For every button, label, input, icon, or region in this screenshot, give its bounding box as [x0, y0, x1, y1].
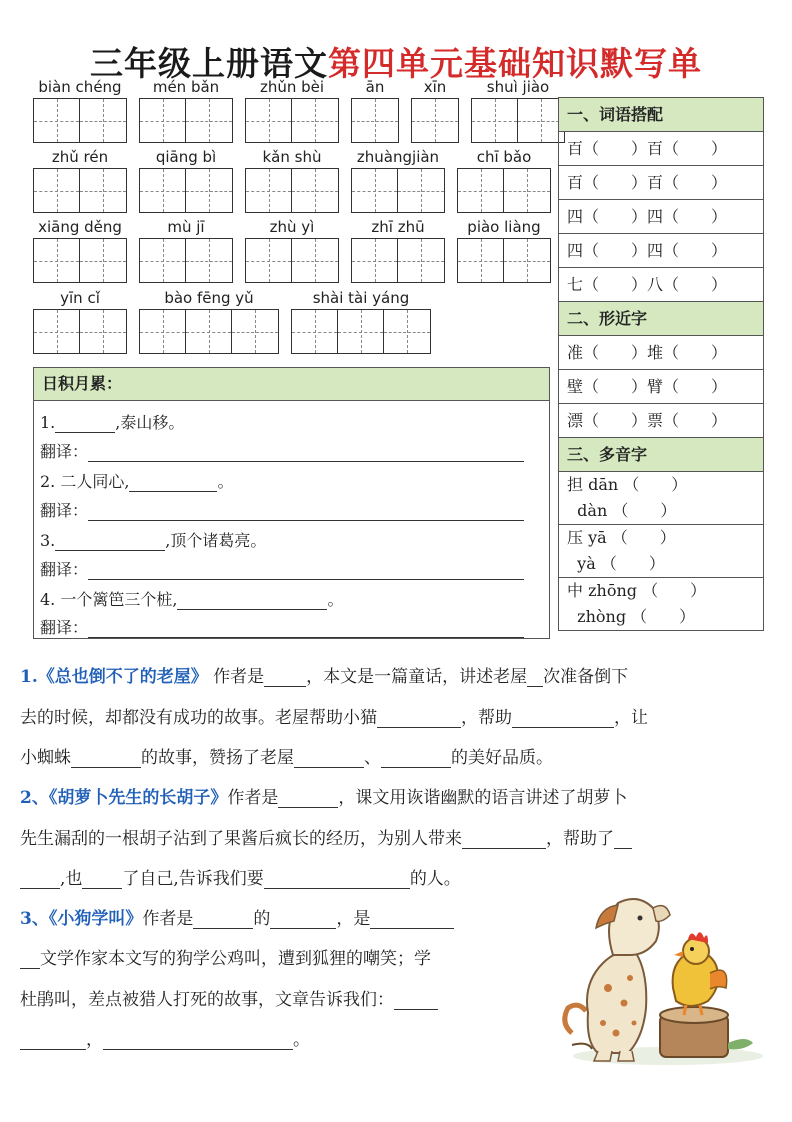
text: 的故事，赞扬了老屋: [141, 748, 294, 768]
tianzige-cell[interactable]: [398, 169, 444, 212]
proverb-suffix: 。: [217, 472, 234, 491]
tianzige-cell[interactable]: [186, 239, 232, 282]
tianzige-cell[interactable]: [140, 99, 186, 142]
dog-rooster-illustration: [558, 893, 768, 1068]
similar-row[interactable]: 漂（ ）票（ ）: [559, 404, 763, 438]
tianzige-cell[interactable]: [140, 310, 186, 353]
tianzige-cell[interactable]: [80, 239, 126, 282]
tianzige-cell[interactable]: [246, 169, 292, 212]
tianzige-cell[interactable]: [458, 239, 504, 282]
tianzige-grid[interactable]: [471, 98, 565, 143]
tianzige-grid[interactable]: [351, 238, 445, 283]
tianzige-cell[interactable]: [352, 169, 398, 212]
tianzige-grid[interactable]: [245, 238, 339, 283]
dog-paw: [618, 1051, 634, 1061]
blank[interactable]: [394, 991, 438, 1010]
tianzige-cell[interactable]: [292, 99, 338, 142]
proverb-suffix: ,顶个诸葛亮。: [165, 531, 267, 550]
translation-1: [40, 439, 524, 462]
section-similar-chars: 二、形近字: [559, 302, 763, 336]
dog-tail: [565, 1005, 586, 1033]
pinyin-label: ān: [365, 78, 385, 96]
tianzige-cell[interactable]: [34, 310, 80, 353]
blank[interactable]: [278, 789, 338, 808]
tianzige-grid[interactable]: [351, 168, 445, 213]
blank[interactable]: [103, 1031, 293, 1050]
daily-accumulation-box: [33, 367, 550, 639]
text: ，课文用诙谐幽默的语言讲述了胡萝卜: [338, 788, 628, 808]
tianzige-grid[interactable]: [139, 309, 279, 354]
tianzige-cell[interactable]: [246, 99, 292, 142]
tianzige-cell[interactable]: [398, 239, 444, 282]
twig: [572, 1044, 592, 1049]
tianzige-grid[interactable]: [291, 309, 431, 354]
translation-2: [40, 498, 524, 521]
tianzige-cell[interactable]: [338, 310, 384, 353]
match-row[interactable]: 百（ ）百（ ）: [559, 132, 763, 166]
blank[interactable]: [264, 668, 306, 687]
tianzige-cell[interactable]: [186, 169, 232, 212]
text: 的美好品质。: [451, 748, 553, 768]
tianzige-grid[interactable]: [457, 238, 551, 283]
blank[interactable]: [129, 475, 217, 492]
tianzige-cell[interactable]: [246, 239, 292, 282]
similar-row[interactable]: 壁（ ）臂（ ）: [559, 370, 763, 404]
polyphone-row[interactable]: 担 dān （ ） dàn （ ）: [559, 472, 763, 525]
blank[interactable]: [177, 593, 327, 610]
lesson-2-line-1: [20, 783, 772, 808]
tianzige-cell[interactable]: [34, 169, 80, 212]
lesson-1-title: 1.《总也倒不了的老屋》: [20, 667, 208, 687]
text: ，本文是一篇童话，讲述老屋: [306, 667, 528, 687]
tianzige-cell[interactable]: [504, 169, 550, 212]
blank[interactable]: [193, 910, 253, 929]
title-black: 三年级上册语文: [90, 44, 328, 83]
pinyin-label: zhǔn bèi: [259, 78, 325, 96]
tianzige-cell[interactable]: [458, 169, 504, 212]
tianzige-grid[interactable]: [457, 168, 551, 213]
stump-top: [660, 1007, 728, 1023]
rooster-eye: [690, 947, 694, 951]
tianzige-cell[interactable]: [384, 310, 430, 353]
translation-4: [40, 615, 524, 638]
text: 先生漏刮的一根胡子沾到了果酱后疯长的经历，为别人带来: [20, 829, 462, 849]
tianzige-cell[interactable]: [412, 99, 458, 142]
pinyin-label: piào liàng: [467, 218, 541, 236]
pinyin-label: biàn chéng: [38, 78, 122, 96]
text: 。: [293, 1030, 310, 1050]
title-red: 第四单元基础知识默写单: [328, 44, 702, 83]
text: ，帮助了: [546, 829, 614, 849]
pinyin-label: xiāng děng: [38, 218, 122, 236]
blank[interactable]: [270, 910, 336, 929]
polyphone-row[interactable]: 压 yā （ ） yà （ ）: [559, 525, 763, 578]
proverb-prefix: 2. 二人同心,: [40, 472, 130, 491]
pinyin-label: mén bǎn: [152, 78, 220, 96]
pinyin-label: shài tài yáng: [312, 289, 410, 307]
proverb-prefix: 4. 一个篱笆三个桩,: [40, 590, 178, 609]
pinyin-label: bào fēng yǔ: [164, 289, 254, 307]
tianzige-grid[interactable]: [139, 238, 233, 283]
blank[interactable]: [294, 749, 364, 768]
tianzige-grid[interactable]: [245, 98, 339, 143]
blank[interactable]: [20, 870, 60, 889]
pinyin-label: zhī zhū: [371, 218, 425, 236]
translation-blank[interactable]: [88, 504, 524, 521]
text: 作者是: [227, 788, 279, 808]
blank[interactable]: [512, 709, 614, 728]
translate-label: 翻译：: [40, 618, 89, 637]
section-word-matching: 一、词语搭配: [559, 98, 763, 132]
translate-label: 翻译：: [40, 501, 89, 520]
right-exercise-table: [558, 97, 764, 631]
blank[interactable]: [55, 534, 165, 551]
match-row[interactable]: 七（ ）八（ ）: [559, 268, 763, 302]
blank[interactable]: [614, 830, 632, 849]
similar-row[interactable]: 准（ ）堆（ ）: [559, 336, 763, 370]
text: 杜鹃叫，差点被猎人打死的故事，文章告诉我们：: [20, 990, 394, 1010]
tianzige-grid[interactable]: [33, 309, 127, 354]
translation-3: [40, 557, 524, 580]
tianzige-grid[interactable]: [33, 168, 127, 213]
leaf: [728, 1039, 753, 1049]
tianzige-grid[interactable]: [139, 168, 233, 213]
pinyin-label: chī bǎo: [476, 148, 532, 166]
dog-snout: [653, 906, 670, 922]
blank[interactable]: [55, 416, 115, 433]
text: 作者是: [213, 667, 265, 687]
dog-body: [587, 952, 646, 1053]
proverb-suffix: ,泰山移。: [115, 413, 185, 432]
proverb-2: [40, 469, 233, 492]
blank[interactable]: [20, 1031, 86, 1050]
text: 作者是: [142, 909, 194, 929]
blank[interactable]: [370, 910, 454, 929]
tianzige-grid[interactable]: [139, 98, 233, 143]
pinyin-label: qiāng bì: [155, 148, 217, 166]
text: ，让: [614, 708, 648, 728]
proverb-prefix: 3.: [40, 531, 56, 550]
tianzige-cell[interactable]: [80, 99, 126, 142]
lesson-2-title: 2、《胡萝卜先生的长胡子》: [20, 788, 228, 808]
pinyin-label: shuì jiào: [486, 78, 550, 96]
pinyin-label: zhù yì: [269, 218, 315, 236]
section-polyphone: 三、多音字: [559, 438, 763, 472]
tianzige-grid[interactable]: [245, 168, 339, 213]
pinyin-label: xīn: [423, 78, 447, 96]
proverb-suffix: 。: [327, 590, 344, 609]
blank[interactable]: [377, 709, 461, 728]
text: ,也: [60, 869, 83, 889]
tianzige-grid[interactable]: [33, 98, 127, 143]
match-row[interactable]: 四（ ）四（ ）: [559, 200, 763, 234]
dog-paw: [594, 1051, 612, 1061]
blank[interactable]: [71, 749, 141, 768]
proverb-4: [40, 587, 343, 610]
blank[interactable]: [264, 870, 410, 889]
lesson-2-line-3: [20, 864, 772, 889]
tianzige-cell[interactable]: [80, 169, 126, 212]
text: ，是: [336, 909, 371, 929]
text: 、: [364, 748, 381, 768]
match-row[interactable]: 四（ ）四（ ）: [559, 234, 763, 268]
tianzige-grid[interactable]: [33, 238, 127, 283]
pinyin-label: zhǔ rén: [51, 148, 109, 166]
text: 了自己,告诉我们要: [122, 869, 264, 889]
blank[interactable]: [462, 830, 546, 849]
text: 小蜘蛛: [20, 748, 71, 768]
tianzige-cell[interactable]: [292, 169, 338, 212]
tianzige-cell[interactable]: [34, 99, 80, 142]
tianzige-cell[interactable]: [140, 169, 186, 212]
tianzige-cell[interactable]: [472, 99, 518, 142]
translation-blank[interactable]: [88, 563, 524, 580]
pinyin-label: zhuàngjiàn: [356, 148, 440, 166]
tianzige-grid[interactable]: [351, 98, 399, 143]
pinyin-label: kǎn shù: [262, 148, 322, 166]
tianzige-cell[interactable]: [140, 239, 186, 282]
pinyin-label: yīn cǐ: [60, 289, 100, 307]
proverb-prefix: 1.: [40, 413, 56, 432]
proverb-3: [40, 528, 266, 551]
text: ，帮助: [461, 708, 512, 728]
blank[interactable]: [82, 870, 122, 889]
tianzige-cell[interactable]: [232, 310, 278, 353]
lesson-1-line-3: [20, 743, 772, 768]
text: 次准备倒下: [543, 667, 629, 687]
proverb-1: [40, 410, 184, 433]
tianzige-cell[interactable]: [34, 239, 80, 282]
dog-eye: [638, 916, 643, 921]
lesson-1-line-2: [20, 703, 772, 728]
text: 去的时候，却都没有成功的故事。老屋帮助小猫: [20, 708, 377, 728]
tianzige-cell[interactable]: [292, 310, 338, 353]
tianzige-cell[interactable]: [504, 239, 550, 282]
pinyin-label: mù jī: [167, 218, 205, 236]
translate-label: 翻译：: [40, 442, 89, 461]
rooster-tail: [710, 970, 727, 989]
blank[interactable]: [527, 668, 543, 687]
blank[interactable]: [381, 749, 451, 768]
tianzige-grid[interactable]: [411, 98, 459, 143]
tianzige-cell[interactable]: [186, 310, 232, 353]
polyphone-row[interactable]: 中 zhōng （ ） zhòng （ ）: [567, 581, 707, 626]
tianzige-cell[interactable]: [80, 310, 126, 353]
rooster-beak: [674, 951, 683, 957]
text: ，: [86, 1030, 103, 1050]
translate-label: 翻译：: [40, 560, 89, 579]
translation-blank[interactable]: [88, 445, 524, 462]
text: 的: [253, 909, 271, 929]
tianzige-cell[interactable]: [352, 239, 398, 282]
lesson-2-line-2: [20, 824, 772, 849]
tianzige-cell[interactable]: [292, 239, 338, 282]
blank[interactable]: [20, 950, 40, 969]
lesson-1-line-1: [20, 662, 772, 687]
accumulation-header: 日积月累：: [34, 368, 549, 401]
match-row[interactable]: 百（ ）百（ ）: [559, 166, 763, 200]
text: 的人。: [409, 869, 461, 889]
text: 文学作家本文写的狗学公鸡叫，遭到狐狸的嘲笑；学: [40, 949, 431, 969]
tianzige-cell[interactable]: [352, 99, 398, 142]
lesson-3-title: 3、《小狗学叫》: [20, 909, 143, 929]
tianzige-cell[interactable]: [186, 99, 232, 142]
translation-blank[interactable]: [88, 621, 524, 638]
